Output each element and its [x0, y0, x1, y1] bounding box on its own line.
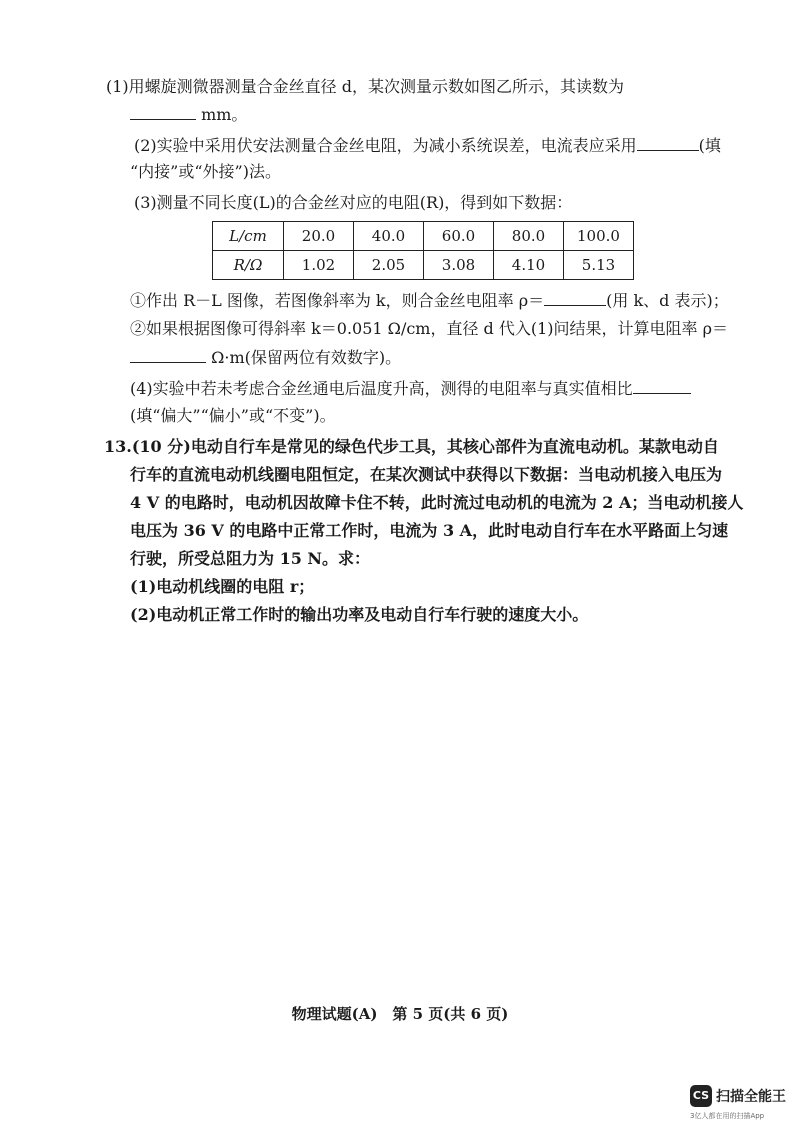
q13-line1: 13.(10 分)电动自行车是常见的绿色代步工具，其核心部件为直流电动机。某款电动自 — [104, 437, 719, 456]
table-cell: 3.08 — [424, 251, 494, 280]
table-cell: 60.0 — [424, 222, 494, 251]
table-cell: 80.0 — [494, 222, 564, 251]
q12-part1-line2 — [130, 103, 247, 126]
scanner-app-name: 扫描全能王 — [716, 1089, 786, 1105]
data-table — [212, 221, 634, 280]
q12-part4-line2: (填“偏大”“偏小”或“不变”)。 — [130, 406, 336, 425]
table-cell: 40.0 — [354, 222, 424, 251]
q12-part2-tail: (填 — [698, 136, 721, 155]
camscanner-icon: CS — [690, 1085, 712, 1107]
scanner-app-slogan: 3亿人都在用的扫描App — [690, 1112, 765, 1120]
q12-part4-line1: (4)实验中若未考虑合金丝通电后温度升高，测得的电阻率与真实值相比 — [130, 377, 691, 400]
table-cell: 1.02 — [284, 251, 354, 280]
table-cell: 100.0 — [564, 222, 634, 251]
q12-part2-line2: “内接”或“外接”)法。 — [130, 162, 281, 181]
q13-part2: (2)电动机正常工作时的输出功率及电动自行车行驶的速度大小。 — [130, 605, 589, 624]
q12-part3-sub2-line2: Ω·m(保留两位有效数字)。 — [130, 346, 401, 369]
answer-blank-resistivity-expr — [544, 289, 606, 306]
q12-part3-sub2: ②如果根据图像可得斜率 k＝0.051 Ω/cm，直径 d 代入(1)问结果，计算电阻率 ρ＝ — [130, 319, 729, 338]
q12-part1-line1 — [106, 76, 624, 98]
table-header-resistance: R/Ω — [213, 251, 284, 280]
page-footer: 物理试题(A) 第 5 页(共 6 页) — [291, 1005, 509, 1023]
q12-part3-sub1: ①作出 R－L 图像，若图像斜率为 k，则合金丝电阻率 ρ＝ (用 k、d 表示)； — [130, 291, 729, 310]
unit-mm: mm。 — [196, 105, 248, 124]
table-cell: 2.05 — [354, 251, 424, 280]
table-row — [213, 222, 634, 251]
q12-part2-text: (2)实验中采用伏安法测量合金丝电阻，为减小系统误差，电流表应采用 — [134, 136, 637, 155]
q13-line5: 行驶，所受总阻力为 15 N。求： — [130, 549, 371, 568]
scanner-watermark — [684, 1082, 794, 1126]
q12-part1-text: (1)用螺旋测微器测量合金丝直径 d，某次测量示数如图乙所示，其读数为 — [106, 77, 624, 96]
q13-line4: 电压为 36 V 的电路中正常工作时，电流为 3 A，此时电动自行车在水平路面上匀速 — [130, 521, 729, 540]
table-row — [213, 251, 634, 280]
table-cell: 5.13 — [564, 251, 634, 280]
q13-part1: (1)电动机线圈的电阻 r； — [130, 577, 315, 596]
q13-line3: 4 V 的电路时，电动机因故障卡住不转，此时流过电动机的电流为 2 A；当电动机接人 — [130, 493, 744, 512]
answer-blank-ammeter — [637, 134, 699, 151]
q13-line2: 行车的直流电动机线圈电阻恒定，在某次测试中获得以下数据：当电动机接入电压为 — [130, 465, 723, 484]
answer-blank-error — [633, 377, 691, 394]
q12-part2-line1 — [134, 134, 721, 157]
table-header-length: L/cm — [213, 222, 284, 251]
answer-blank-diameter — [130, 103, 196, 120]
answer-blank-resistivity-value — [130, 346, 206, 363]
table-cell: 20.0 — [284, 222, 354, 251]
table-cell: 4.10 — [494, 251, 564, 280]
q12-part3-line1: (3)测量不同长度(L)的合金丝对应的电阻(R)，得到如下数据： — [134, 193, 573, 212]
